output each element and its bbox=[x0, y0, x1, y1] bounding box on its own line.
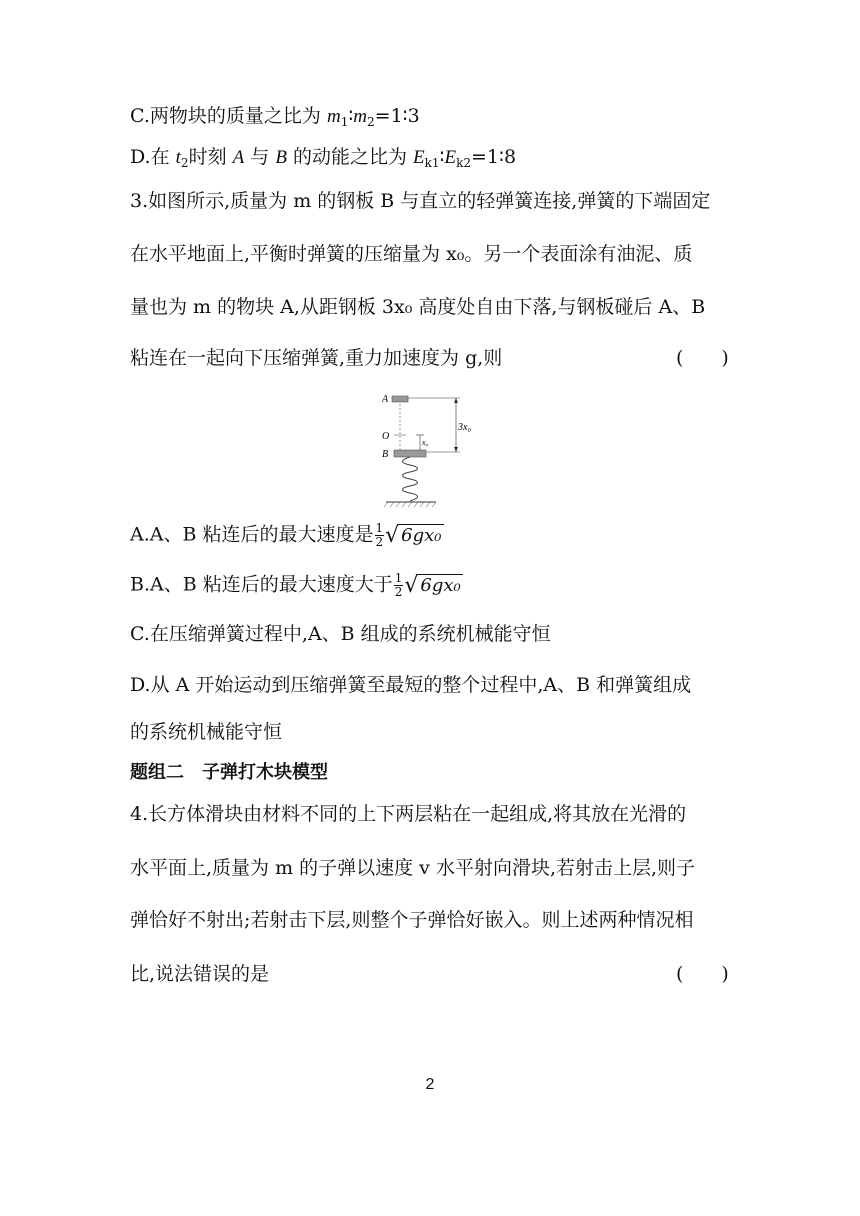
option-a-q3: A.A、B 粘连后的最大速度是 $\frac{1}{2}$ √ 6gx₀ bbox=[130, 521, 442, 549]
figure-label-x0: x₀ bbox=[422, 438, 429, 447]
square-root: √ 6gx₀ bbox=[385, 523, 442, 548]
fraction: $\frac{1}{2}$ bbox=[394, 571, 403, 599]
option-d-q2: D.在 $t_2$时刻 A 与 B 的动能之比为 $E_{k1}∶E_{k2}=1∶8$ bbox=[130, 146, 517, 170]
question-3-line-2: 在水平地面上,平衡时弹簧的压缩量为 x₀。另一个表面涂有油泥、质 bbox=[130, 243, 693, 265]
spring-shape bbox=[403, 457, 418, 501]
option-c-q2: C.两物块的质量之比为 $m_1∶m_2=1∶3$ bbox=[130, 105, 420, 129]
figure-label-a: A bbox=[382, 394, 389, 405]
option-b-q3: B.A、B 粘连后的最大速度大于 $\frac{1}{2}$ √ 6gx₀ bbox=[130, 571, 461, 599]
plate-b-shape bbox=[394, 450, 426, 457]
spring-diagram bbox=[380, 388, 480, 510]
question-3-line-1: 3.如图所示,质量为 m 的钢板 B 与直立的轻弹簧连接,弹簧的下端固定 bbox=[130, 190, 711, 212]
option-d-q3-line-1: D.从 A 开始运动到压缩弹簧至最短的整个过程中,A、B 和弹簧组成 bbox=[130, 674, 692, 696]
question-3-line-3: 量也为 m 的物块 A,从距钢板 3x₀ 高度处自由下落,与钢板碰后 A、B bbox=[130, 296, 706, 318]
figure-label-b: B bbox=[382, 449, 389, 460]
question-4-line-2: 水平面上,质量为 m 的子弹以速度 v 水平射向滑块,若射击上层,则子 bbox=[130, 857, 696, 879]
section-heading: 题组二 子弹打木块模型 bbox=[130, 762, 328, 783]
answer-bracket-q4: ( ) bbox=[676, 963, 729, 985]
answer-bracket-q3: ( ) bbox=[676, 347, 729, 369]
option-c-q3: C.在压缩弹簧过程中,A、B 组成的系统机械能守恒 bbox=[130, 623, 551, 645]
question-4-line-3: 弹恰好不射出;若射击下层,则整个子弹恰好嵌入。则上述两种情况相 bbox=[130, 909, 694, 931]
question-4-line-1: 4.长方体滑块由材料不同的上下两层粘在一起组成,将其放在光滑的 bbox=[130, 803, 687, 825]
ground-hatching bbox=[384, 502, 436, 507]
figure-label-3x0: 3x₀ bbox=[458, 422, 471, 433]
block-a-shape bbox=[392, 396, 408, 402]
page-number: 2 bbox=[425, 1076, 435, 1093]
figure-label-o: O bbox=[382, 431, 390, 442]
fraction: $\frac{1}{2}$ bbox=[375, 521, 384, 549]
question-3-line-4: 粘连在一起向下压缩弹簧,重力加速度为 g,则 bbox=[130, 347, 503, 369]
question-4-line-4: 比,说法错误的是 bbox=[130, 963, 270, 985]
square-root: √ 6gx₀ bbox=[404, 573, 461, 598]
option-d-q3-line-2: 的系统机械能守恒 bbox=[130, 721, 283, 743]
